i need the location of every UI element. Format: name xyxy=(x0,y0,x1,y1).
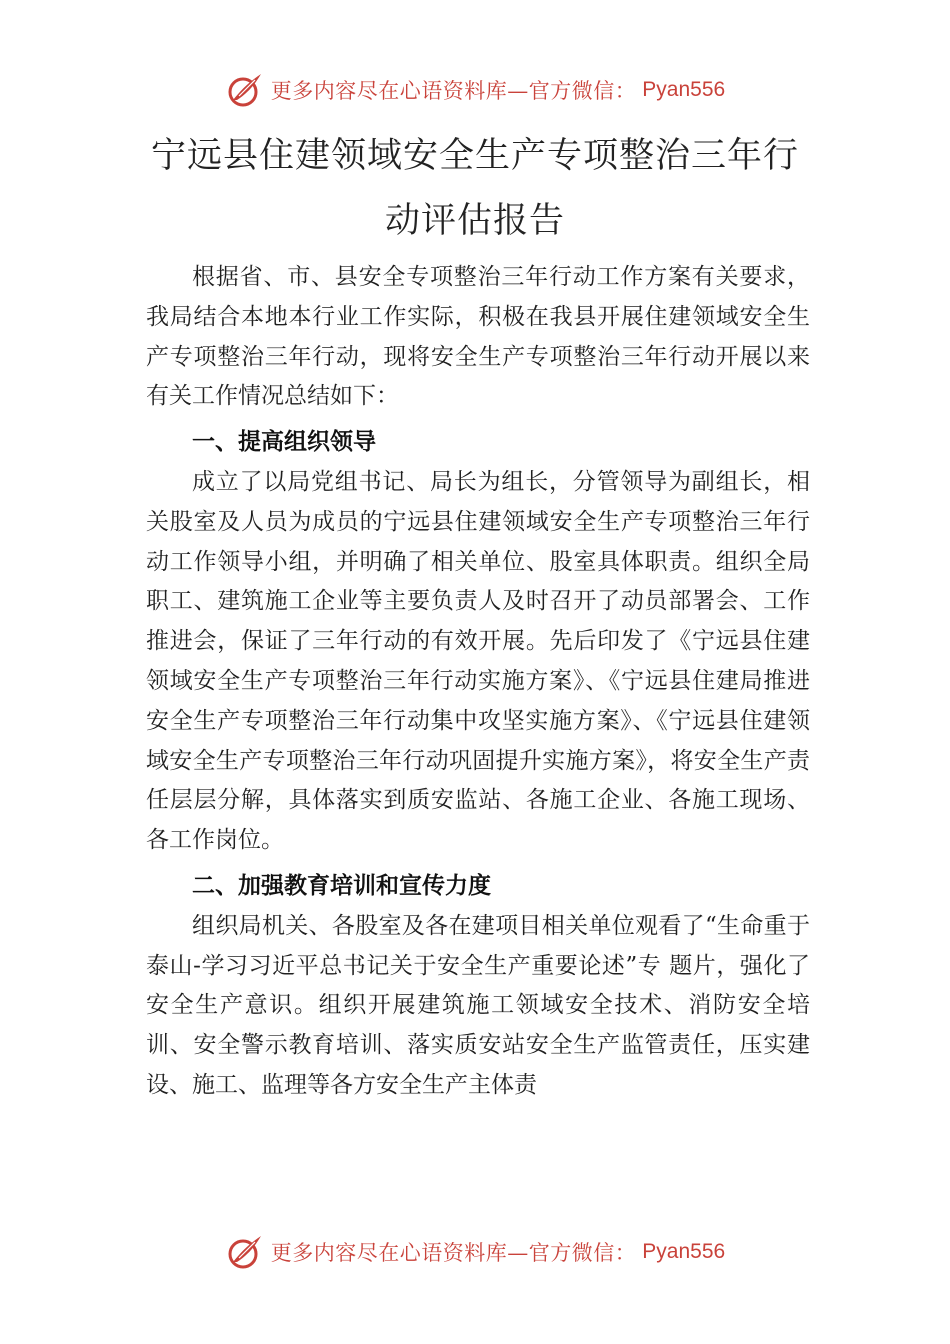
quill-logo-icon xyxy=(225,1232,265,1272)
quill-logo-icon xyxy=(225,70,265,110)
watermark-header xyxy=(0,70,950,110)
section-body-2: 组织局机关、各股室及各在建项目相关单位观看了“生命重于泰山-学习习近平总书记关于安全生产重要论述”专 题片，强化了安全生产意识。组织开展建筑施工领域安全技术、消防安全培训、安全警示教育培训、落实质安站安全生产监管责任，压实建设、施工、监理等各方安全生产主体责 xyxy=(146,912,810,1098)
section-heading-2: 二、加强教育培训和宣传力度 xyxy=(192,872,491,899)
document-body xyxy=(146,258,810,1106)
watermark-text: 更多内容尽在心语资料库—官方微信： xyxy=(270,79,637,103)
section-heading-1: 一、提高组织领导 xyxy=(192,429,376,456)
watermark-footer xyxy=(0,1232,950,1272)
document-title-line-2: 动评估报告 xyxy=(384,201,565,241)
section-body-1: 成立了以局党组书记、局长为组长，分管领导为副组长，相关股室及人员为成员的宁远县住建领域安全生产专项整治三年行动工作领导小组，并明确了相关单位、股室具体职责。组织全局职工、建筑施工企业等主要负责人及时召开了动员部署会、工作推进会，保证了三年行动的有效开展。先后印发了《宁远县住建领域安全生产专项整治三年行动实施方案》、《宁远县住建局推进安全生产专项整治三年行动集中攻坚实施方案》、《宁远县住建领域安全生产专项整治三年行动巩固提升实施方案》，将安全生产责任层层分解，具体落实到质安监站、各施工企业、各施工现场、各工作岗位。 xyxy=(146,468,810,854)
watermark-text: 更多内容尽在心语资料库—官方微信： xyxy=(270,1241,637,1265)
document-title-line-1: 宁远县住建领域安全生产专项整治三年行 xyxy=(150,136,799,176)
watermark-wechat-id: Pyan556 xyxy=(642,1240,726,1263)
watermark-wechat-id: Pyan556 xyxy=(642,78,726,101)
intro-paragraph: 根据省、市、县安全专项整治三年行动工作方案有关要求，我局结合本地本行业工作实际，积极在我县开展住建领域安全生产专项整治三年行动，现将安全生产专项整治三年行动开展以来有关工作情况总结如下： xyxy=(146,264,810,410)
